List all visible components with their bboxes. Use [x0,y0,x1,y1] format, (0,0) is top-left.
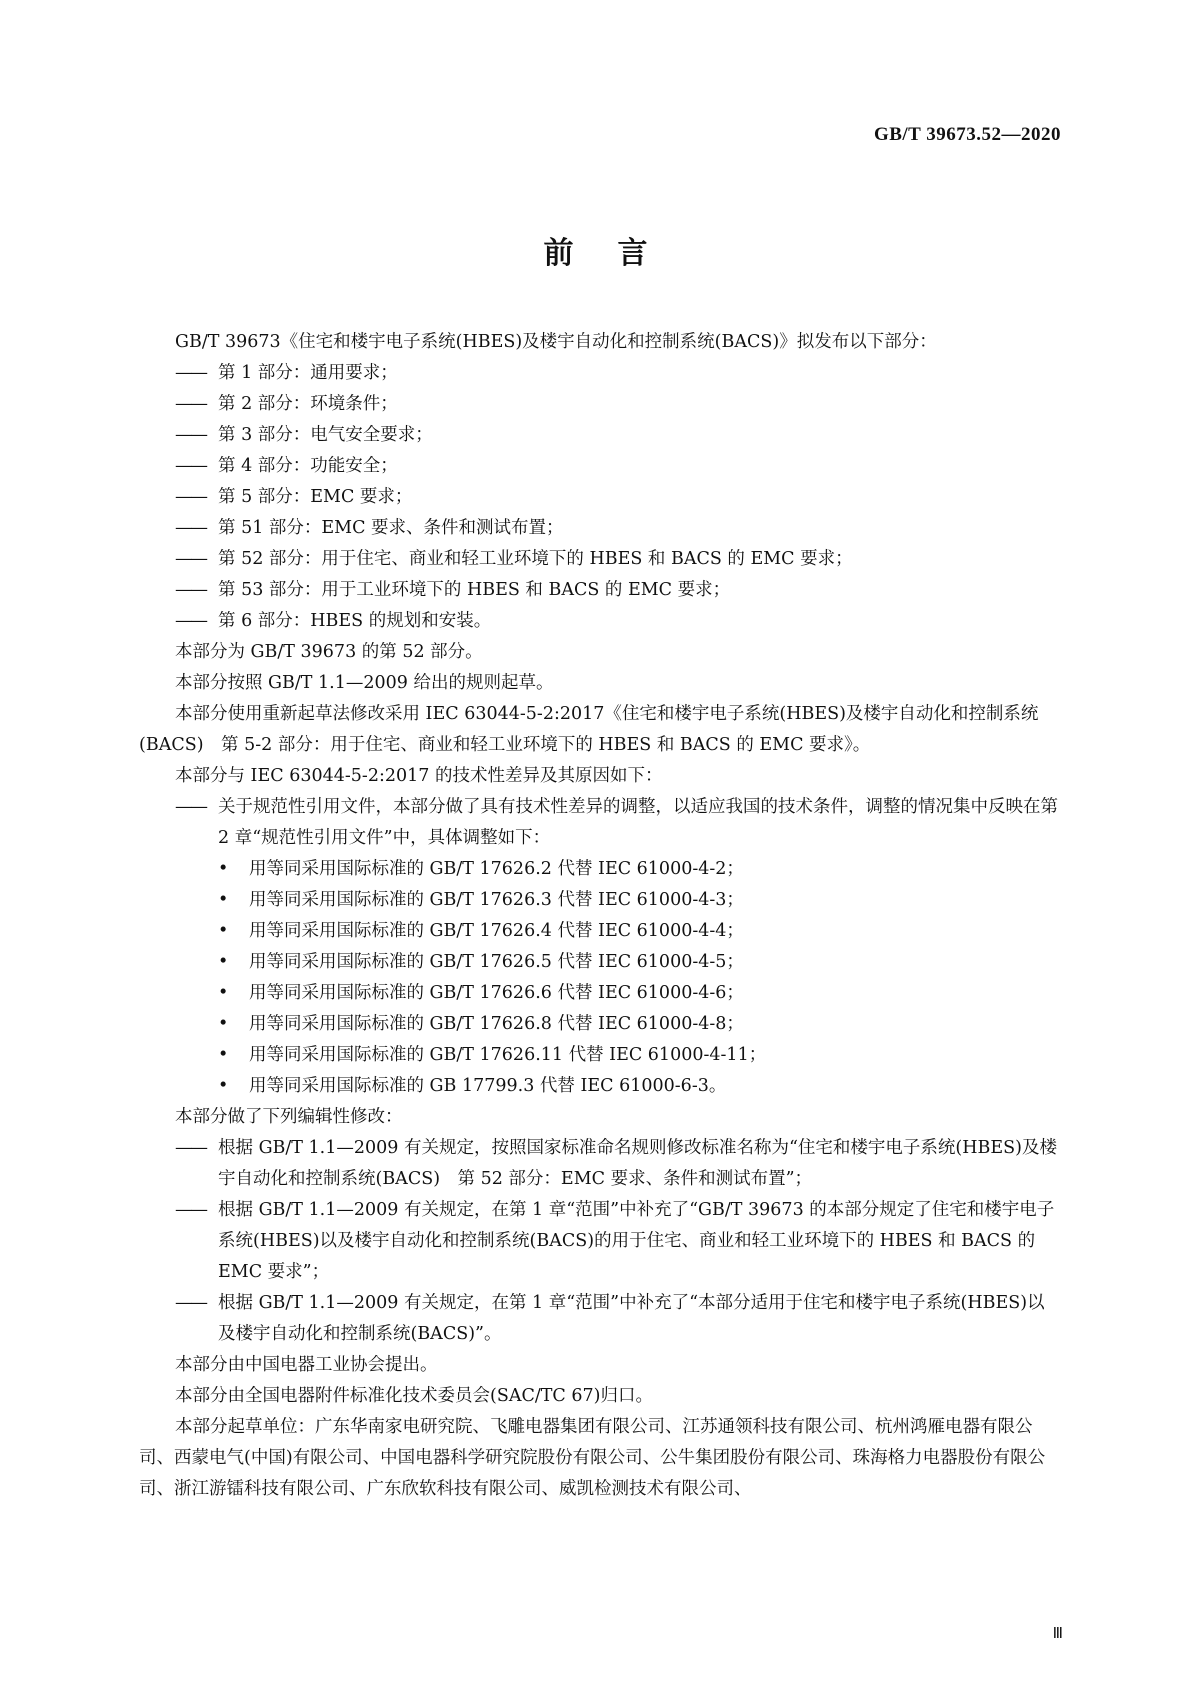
proposed-paragraph: 本部分由中国电器工业协会提出。 [175,1355,438,1375]
adoption-paragraph: 本部分使用重新起草法修改采用 IEC 63044-5-2:2017《住宅和楼宇电子系统(HBES)及楼宇自动化和控制系统(BACS) 第 5-2 部分：用于住宅、商业和轻工业环境下的 HBES 和 BACS 的 EMC 要求》。 [139,704,1039,755]
part-list-item [139,420,1059,451]
bullet-mark: • [218,921,229,941]
bullet-mark: • [218,1014,229,1034]
dash-mark: —— [175,1293,206,1313]
replacement-text: 用等同采用国际标准的 GB/T 17626.6 代替 IEC 61000-4-6； [249,983,744,1003]
rules-paragraph: 本部分按照 GB/T 1.1—2009 给出的规则起草。 [175,673,554,693]
part-text: 第 1 部分：通用要求； [218,363,398,383]
editorial-text: 根据 GB/T 1.1—2009 有关规定，在第 1 章“范围”中补充了“本部分适用于住宅和楼宇电子系统(HBES)以及楼宇自动化和控制系统(BACS)”。 [218,1293,1045,1344]
replacement-item [139,885,1059,916]
replacement-text: 用等同采用国际标准的 GB/T 17626.3 代替 IEC 61000-4-3； [249,890,744,910]
part-list-item [139,544,1059,575]
replacement-text: 用等同采用国际标准的 GB/T 17626.11 代替 IEC 61000-4-11； [249,1045,767,1065]
part-text: 第 5 部分：EMC 要求； [218,487,413,507]
replacement-item [139,947,1059,978]
difference-text: 关于规范性引用文件，本部分做了具有技术性差异的调整，以适应我国的技术条件，调整的情况集中反映在第 2 章“规范性引用文件”中，具体调整如下： [218,797,1058,848]
dash-mark: —— [175,1138,206,1158]
part-list-item [139,358,1059,389]
editorial-paragraph: 本部分做了下列编辑性修改： [175,1107,403,1127]
bullet-mark: • [218,859,229,879]
replacement-item [139,854,1059,885]
dash-mark: —— [175,425,206,445]
part-list-item [139,513,1059,544]
replacement-text: 用等同采用国际标准的 GB/T 17626.4 代替 IEC 61000-4-4； [249,921,744,941]
part-list-item [139,482,1059,513]
part-text: 第 2 部分：环境条件； [218,394,398,414]
dash-mark: —— [175,797,206,817]
differences-paragraph: 本部分与 IEC 63044-5-2:2017 的技术性差异及其原因如下： [175,766,663,786]
preface-body [139,327,1059,1505]
part-text: 第 4 部分：功能安全； [218,456,398,476]
replacement-item [139,1071,1059,1102]
page-number: Ⅲ [1052,1626,1063,1642]
replacement-item [139,916,1059,947]
dash-mark: —— [175,394,206,414]
replacement-item [139,978,1059,1009]
dash-mark: —— [175,580,206,600]
part-list-item [139,606,1059,637]
drafters-paragraph: 本部分起草单位：广东华南家电研究院、飞雕电器集团有限公司、江苏通领科技有限公司、杭州鸿雁电器有限公司、西蒙电气(中国)有限公司、中国电器科学研究院股份有限公司、公牛集团股份有限公司、珠海格力电器股份有限公司、浙江游镭科技有限公司、广东欣软科技有限公司、威凯检测技术有限公司、 [139,1417,1046,1499]
dash-mark: —— [175,518,206,538]
dash-mark: —— [175,456,206,476]
part-text: 第 52 部分：用于住宅、商业和轻工业环境下的 HBES 和 BACS 的 EMC 要求； [218,549,853,569]
bullet-mark: • [218,1076,229,1096]
dash-mark: —— [175,487,206,507]
replacement-text: 用等同采用国际标准的 GB/T 17626.8 代替 IEC 61000-4-8； [249,1014,744,1034]
standard-number: GB/T 39673.52—2020 [873,124,1061,145]
part-list-item [139,575,1059,606]
bullet-mark: • [218,1045,229,1065]
editorial-item [139,1195,1059,1288]
page-title: 前言 [543,236,692,271]
difference-item [139,792,1059,854]
dash-mark: —— [175,363,206,383]
editorial-item [139,1133,1059,1195]
part-of-paragraph: 本部分为 GB/T 39673 的第 52 部分。 [175,642,483,662]
dash-mark: —— [175,611,206,631]
bullet-mark: • [218,890,229,910]
part-text: 第 3 部分：电气安全要求； [218,425,433,445]
editorial-text: 根据 GB/T 1.1—2009 有关规定，按照国家标准命名规则修改标准名称为“住宅和楼宇电子系统(HBES)及楼宇自动化和控制系统(BACS) 第 52 部分：EMC 要求、条件和测试布置”； [218,1138,1057,1189]
replacement-text: 用等同采用国际标准的 GB 17799.3 代替 IEC 61000-6-3。 [249,1076,727,1096]
part-list-item [139,451,1059,482]
part-text: 第 51 部分：EMC 要求、条件和测试布置； [218,518,564,538]
part-list-item [139,389,1059,420]
editorial-text: 根据 GB/T 1.1—2009 有关规定，在第 1 章“范围”中补充了“GB/T 39673 的本部分规定了住宅和楼宇电子系统(HBES)以及楼宇自动化和控制系统(BACS)的用于住宅、商业和轻工业环境下的 HBES 和 BACS 的 EMC 要求”； [218,1200,1055,1282]
part-text: 第 6 部分：HBES 的规划和安装。 [218,611,492,631]
bullet-mark: • [218,983,229,1003]
replacement-item [139,1040,1059,1071]
editorial-item [139,1288,1059,1350]
bullet-mark: • [218,952,229,972]
intro-paragraph: GB/T 39673《住宅和楼宇电子系统(HBES)及楼宇自动化和控制系统(BACS)》拟发布以下部分： [175,332,937,352]
managed-paragraph: 本部分由全国电器附件标准化技术委员会(SAC/TC 67)归口。 [175,1386,653,1406]
dash-mark: —— [175,549,206,569]
replacement-text: 用等同采用国际标准的 GB/T 17626.2 代替 IEC 61000-4-2； [249,859,744,879]
replacement-item [139,1009,1059,1040]
replacement-text: 用等同采用国际标准的 GB/T 17626.5 代替 IEC 61000-4-5； [249,952,744,972]
part-text: 第 53 部分：用于工业环境下的 HBES 和 BACS 的 EMC 要求； [218,580,731,600]
dash-mark: —— [175,1200,206,1220]
